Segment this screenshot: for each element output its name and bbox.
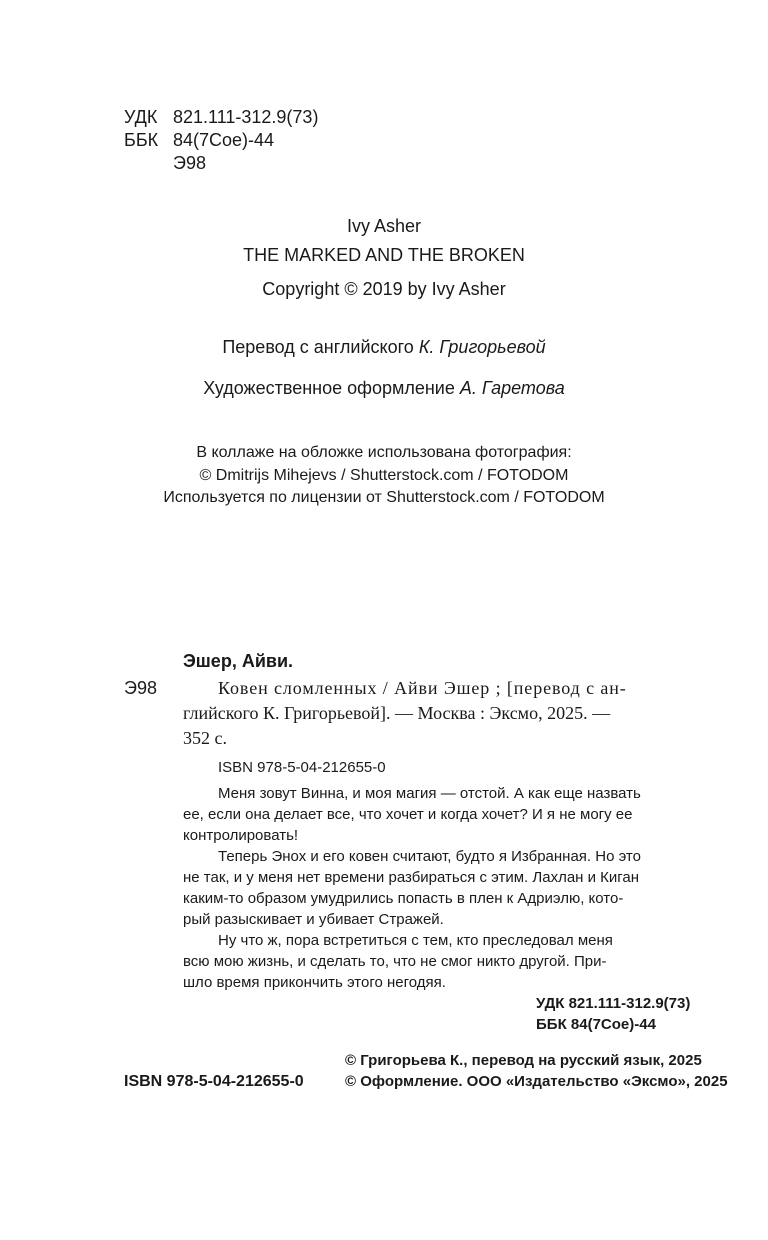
- annotation-line: Меня зовут Винна, и моя магия — отстой. А как еще назвать: [218, 785, 641, 802]
- catalog-heading: Эшер, Айви.: [183, 651, 294, 671]
- catalog-description-line: глийского К. Григорьевой]. — Москва : Эксмо, 2025. —: [183, 703, 611, 723]
- design-credit: [0, 378, 768, 399]
- photo-credit-line: © Dmitrijs Mihejevs / Shutterstock.com / FOTODOM: [199, 467, 569, 484]
- annotation-line: контролировать!: [183, 827, 299, 844]
- catalog-description-line: 352 с.: [183, 728, 227, 748]
- annotation-line: каким-то образом умудрились попасть в плен к Адриэлю, кото-: [183, 890, 624, 907]
- photo-credit-line: Используется по лицензии от Shutterstock.com / FOTODOM: [163, 489, 605, 506]
- translation-credit: [0, 337, 768, 358]
- catalog-sign: Э98: [124, 678, 157, 698]
- annotation-line: рый разыскивает и убивает Стражей.: [183, 911, 444, 928]
- original-copyright: Copyright © 2019 by Ivy Asher: [262, 279, 506, 299]
- footer-isbn: ISBN 978-5-04-212655-0: [124, 1073, 304, 1090]
- footer-copyright-line: © Оформление. ООО «Издательство «Эксмо», 2025: [345, 1073, 728, 1090]
- bbk-label: ББК: [124, 130, 159, 150]
- annotation-line: не так, и у меня нет времени разбираться с этим. Лахлан и Киган: [183, 869, 640, 886]
- catalog-isbn: ISBN 978-5-04-212655-0: [218, 759, 386, 776]
- annotation-line: всю мою жизнь, и сделать то, что не смог никто другой. При-: [183, 953, 607, 970]
- translation-prefix: Перевод с английского: [222, 337, 414, 357]
- udk-label: УДК: [124, 107, 158, 127]
- designer-name: А. Гаретова: [459, 378, 565, 398]
- original-author: Ivy Asher: [346, 216, 422, 236]
- annotation-line: шло время прикончить этого негодяя.: [183, 974, 446, 991]
- annotation-line: Теперь Энох и его ковен считают, будто я Избранная. Но это: [218, 848, 641, 865]
- catalog-description-line: Ковен сломленных / Айви Эшер ; [перевод с ан-: [218, 678, 627, 698]
- original-title: THE MARKED AND THE BROKEN: [243, 245, 525, 265]
- annotation-line: Ну что ж, пора встретиться с тем, кто преследовал меня: [218, 932, 613, 949]
- author-sign: Э98: [173, 153, 206, 173]
- footer-copyright-line: © Григорьева К., перевод на русский язык, 2025: [345, 1052, 702, 1069]
- catalog-bbk: ББК 84(7Сое)-44: [536, 1016, 656, 1033]
- design-prefix: Художественное оформление: [203, 378, 455, 398]
- bbk-value: 84(7Сое)-44: [173, 130, 275, 150]
- annotation-line: ее, если она делает все, что хочет и когда хочет? И я не могу ее: [183, 806, 633, 823]
- photo-credit-line: В коллаже на обложке использована фотография:: [196, 444, 572, 461]
- translator-name: К. Григорьевой: [418, 337, 546, 357]
- udk-value: 821.111-312.9(73): [173, 107, 319, 127]
- catalog-udk: УДК 821.111-312.9(73): [536, 995, 691, 1012]
